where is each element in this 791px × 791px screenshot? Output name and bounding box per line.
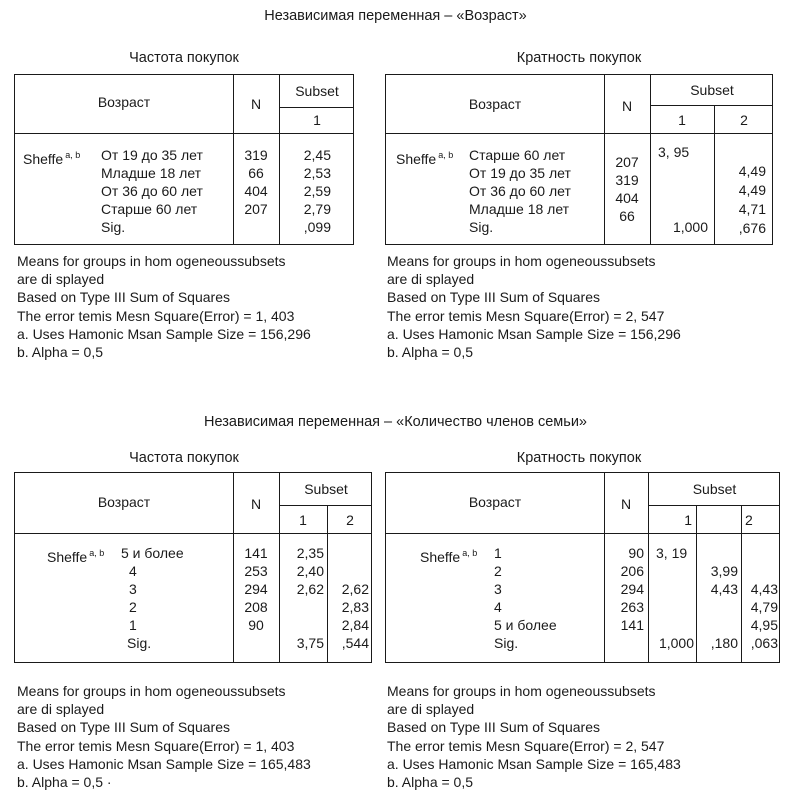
table4-row-label: Sig. [494, 635, 519, 651]
table3-sig-value: ,544 [341, 635, 369, 651]
table1-n-value: 404 [244, 183, 268, 199]
table2-sig-value: ,676 [738, 220, 766, 236]
table2-header-divider [386, 133, 772, 134]
table1-subset1-value: 2,53 [303, 165, 331, 181]
table2-n-value: 207 [615, 154, 639, 170]
table1-subset-divider [279, 107, 353, 108]
table2-n-value: 404 [615, 190, 639, 206]
table3-header-n: N [250, 496, 262, 512]
table4-subset3-value: 4,95 [750, 617, 778, 633]
table3-n-value: 90 [248, 617, 264, 633]
table2-notes: Means for groups in hom ogeneoussubsets are di splayed Based on Type III Sum of Squares The error temis Mesn Square(Error) = 2, 547 a. Uses Hamonic Msan Sample Size = 156,296 b. Alpha = 0,5 [387, 253, 681, 360]
table2-header-subset: Subset [690, 82, 734, 98]
table3-row-label: 5 и более [121, 545, 184, 561]
table4-row-label: 5 и более [494, 617, 557, 633]
table1-header-subset-1: 1 [313, 112, 321, 128]
table2-subset2-value: 4,71 [738, 201, 766, 217]
table1-row-label: От 36 до 60 лет [101, 183, 203, 199]
table2-n-value: 319 [615, 172, 639, 188]
table4-n-value: 263 [620, 599, 644, 615]
table3-header-factor: Возраст [97, 494, 151, 510]
table2-sig-value: 1,000 [672, 219, 708, 235]
table1-sig-value: ,099 [303, 219, 331, 235]
table1-n-value: 319 [244, 147, 268, 163]
table4-subset-divider [648, 505, 779, 506]
table2-header-subset-2: 2 [740, 112, 748, 128]
table2-row-label: От 19 до 35 лет [469, 165, 571, 181]
table1-n-value: 66 [248, 165, 264, 181]
table1-method: Sheffe $^{a, b}$ [23, 150, 81, 167]
table4-header-subset: Subset [692, 481, 737, 497]
table1-notes: Means for groups in hom ogeneoussubsets are di splayed Based on Type III Sum of Squares The error temis Mesn Square(Error) = 1, 403 a. Uses Hamonic Msan Sample Size = 156,296 b. Alpha = 0,5 [17, 253, 311, 360]
table3-sig-value: 3,75 [296, 635, 324, 651]
table2-row-label: Младше 18 лет [469, 201, 570, 217]
table4-header-subset-2: 2 [745, 512, 753, 528]
table1-header-n: N [250, 96, 262, 112]
table4-multiplicity-family [385, 472, 780, 663]
table4-n-value: 90 [628, 545, 644, 561]
table3-subset2-value: 2,83 [341, 599, 369, 615]
table4-row-label: 3 [494, 581, 502, 597]
table4-header-divider [386, 533, 779, 534]
table3-subset1-value: 2,35 [296, 545, 324, 561]
table2-row-label: Старше 60 лет [469, 147, 566, 163]
table4-method: Sheffe $^{a, b}$ [420, 548, 478, 565]
table3-header-divider [15, 533, 371, 534]
table1-subset1-value: 2,59 [303, 183, 331, 199]
table2-header-factor: Возраст [468, 96, 522, 112]
table3-row-label: Sig. [127, 635, 152, 651]
table2-method: Sheffe $^{a, b}$ [396, 150, 454, 167]
table1-subset1-value: 2,79 [303, 201, 331, 217]
table1-header-subset: Subset [295, 83, 339, 99]
table4-subset1-value: 3, 19 [656, 545, 688, 561]
table4-n-value: 206 [620, 563, 644, 579]
table3-header-subset-2: 2 [346, 512, 354, 528]
table2-subset2-value: 4,49 [738, 182, 766, 198]
table3-notes: Means for groups in hom ogeneoussubsets are di splayed Based on Type III Sum of Squares The error temis Mesn Square(Error) = 1, 403 a. Uses Hamonic Msan Sample Size = 165,483 b. Alpha = 0,5 · [17, 683, 311, 790]
table3-subset1-value: 2,40 [296, 563, 324, 579]
table3-subset2-value: 2,62 [341, 581, 369, 597]
table4-header-n: N [620, 496, 632, 512]
section2-title: Независимая переменная – «Количество членов семьи» [204, 414, 587, 430]
table1-frequency-age [14, 74, 354, 245]
table3-title: Частота покупок [129, 450, 239, 466]
table2-header-subset-1: 1 [678, 112, 686, 128]
table4-notes: Means for groups in hom ogeneoussubsets are di splayed Based on Type III Sum of Squares The error temis Mesn Square(Error) = 2, 547 a. Uses Hamonic Msan Sample Size = 165,483 b. Alpha = 0,5 [387, 683, 681, 790]
table3-n-value: 208 [244, 599, 268, 615]
table3-row-label: 3 [129, 581, 137, 597]
table3-header-subset: Subset [304, 481, 348, 497]
table3-subset1-value: 2,62 [296, 581, 324, 597]
table1-n-value: 207 [244, 201, 268, 217]
table3-frequency-family [14, 472, 372, 663]
table3-subset2-value: 2,84 [341, 617, 369, 633]
table1-header-divider [15, 133, 353, 134]
table4-title: Кратность покупок [516, 450, 642, 466]
table2-row-label: Sig. [469, 219, 494, 235]
table4-subset2-value: 4,43 [710, 581, 738, 597]
table2-title: Кратность покупок [516, 50, 642, 66]
table4-subset3-value: 4,43 [750, 581, 778, 597]
table1-row-label: Старше 60 лет [101, 201, 198, 217]
table4-n-value: 294 [620, 581, 644, 597]
section1-title: Независимая переменная – «Возраст» [264, 8, 527, 24]
table3-n-value: 294 [244, 581, 268, 597]
table4-row-label: 1 [494, 545, 502, 561]
table3-header-subset-1: 1 [299, 512, 307, 528]
table2-multiplicity-age [385, 74, 773, 245]
table4-row-label: 4 [494, 599, 502, 615]
table2-header-n: N [621, 98, 633, 114]
table1-title: Частота покупок [129, 50, 239, 66]
table4-n-value: 141 [620, 617, 644, 633]
table4-subset2-value: 3,99 [710, 563, 738, 579]
table3-row-label: 4 [129, 563, 137, 579]
table3-method: Sheffe $^{a, b}$ [47, 548, 105, 565]
table4-sig-value: 1,000 [658, 635, 694, 651]
table3-row-label: 1 [129, 617, 137, 633]
table3-n-value: 253 [244, 563, 268, 579]
table1-subset1-value: 2,45 [303, 147, 331, 163]
table1-row-label: От 19 до 35 лет [101, 147, 203, 163]
table4-sig-value: ,180 [710, 635, 738, 651]
table2-subset-divider [650, 105, 772, 106]
table3-row-label: 2 [129, 599, 137, 615]
table1-row-label: Sig. [101, 219, 126, 235]
table3-subset-divider [279, 505, 371, 506]
table3-n-value: 141 [244, 545, 268, 561]
table4-sig-value: ,063 [750, 635, 778, 651]
table4-header-subset-1: 1 [684, 512, 692, 528]
table1-row-label: Младше 18 лет [101, 165, 202, 181]
table2-n-value: 66 [619, 208, 635, 224]
table4-subset3-value: 4,79 [750, 599, 778, 615]
table2-subset1-value: 3, 95 [658, 144, 690, 160]
table4-header-factor: Возраст [468, 494, 522, 510]
table2-row-label: От 36 до 60 лет [469, 183, 571, 199]
table1-header-factor: Возраст [97, 94, 151, 110]
table2-subset2-value: 4,49 [738, 163, 766, 179]
table4-row-label: 2 [494, 563, 502, 579]
